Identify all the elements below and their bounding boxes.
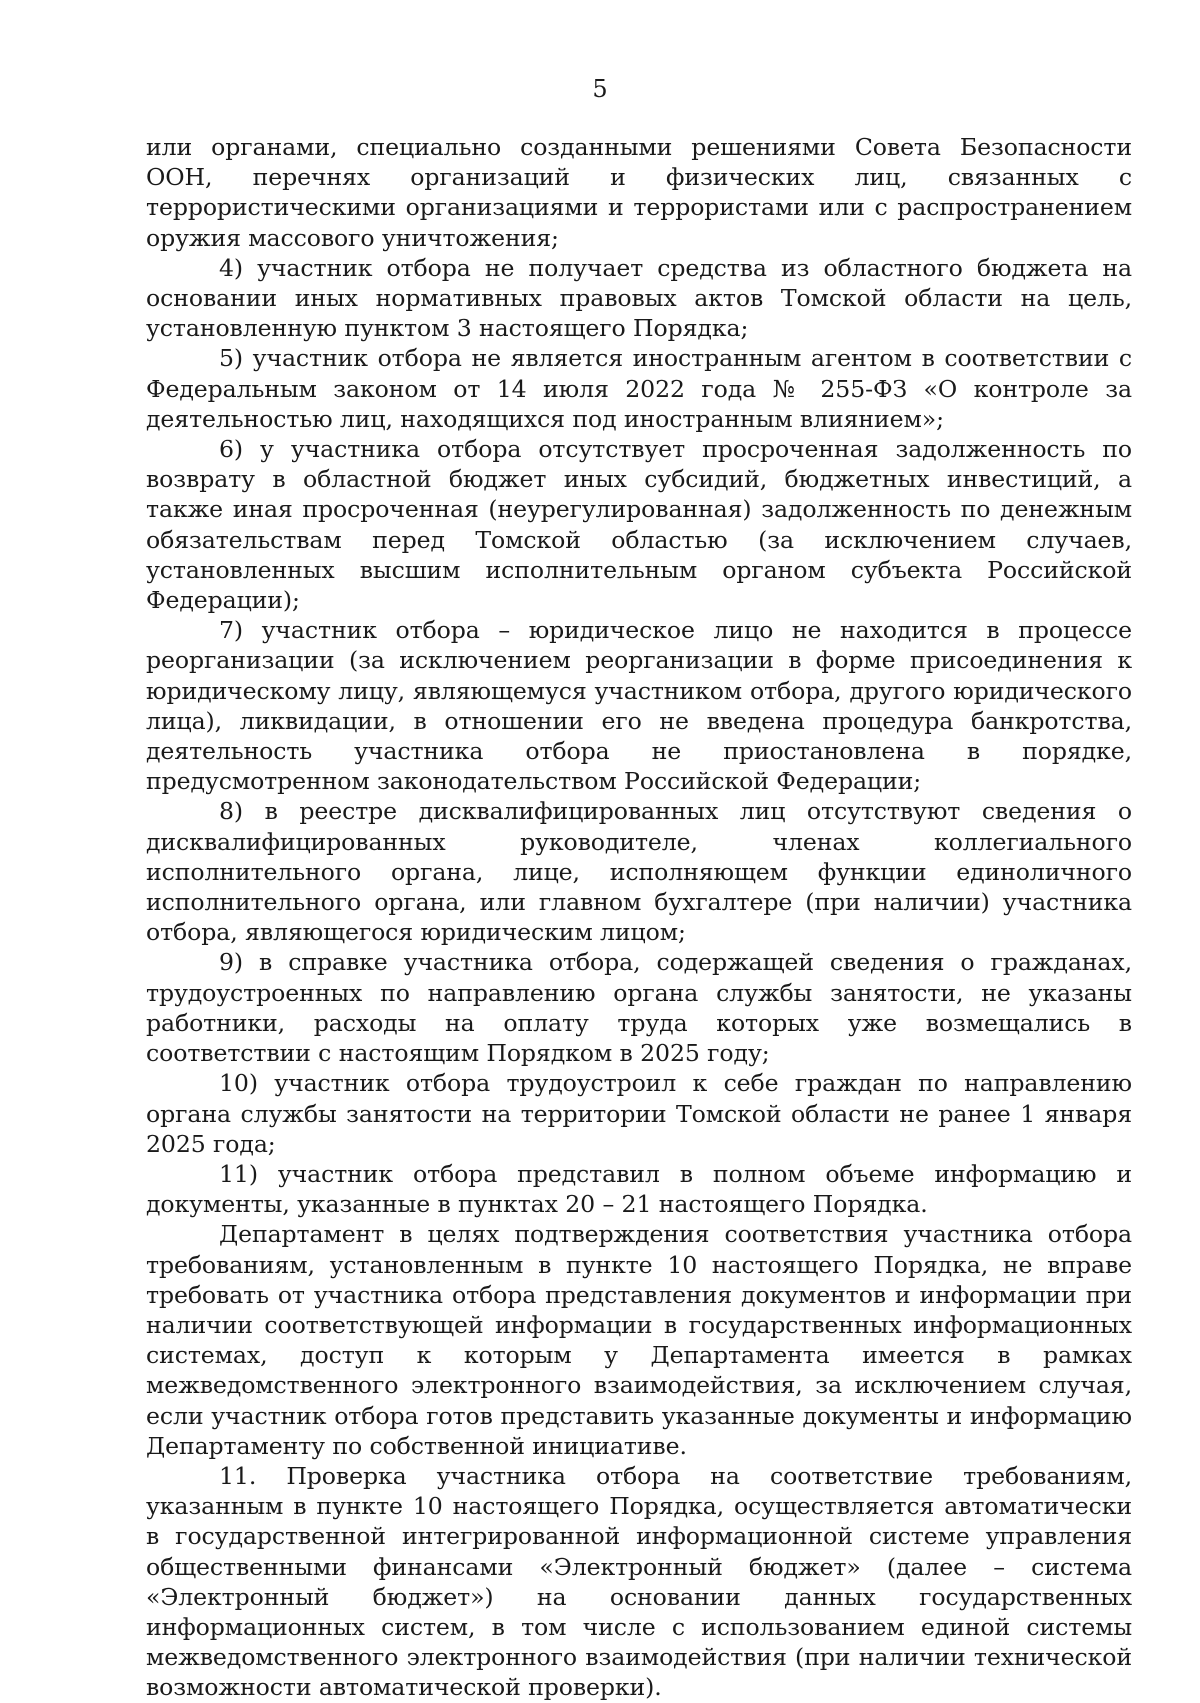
paragraph-department: Департамент в целях подтверждения соответствия участника отбора требованиям, установленным в пункте 10 настоящего Порядка, не вправе требовать от участника отбора представления документов и информации при наличии соответствующей информации в государственных информационных системах, доступ к которым у Департамента имеется в рамках межведомственного электронного взаимодействия, за исключением случая, если участник отбора готов представить указанные документы и информацию Департаменту по собственной инициативе. xyxy=(146,1220,1132,1460)
paragraph-item-5: 5) участник отбора не является иностранным агентом в соответствии с Федеральным законом от 14 июля 2022 года № 255-ФЗ «О контроле за деятельностью лиц, находящихся под иностранным влиянием»; xyxy=(146,344,1132,433)
paragraph-item-9: 9) в справке участника отбора, содержащей сведения о гражданах, трудоустроенных по направлению органа службы занятости, не указаны работники, расходы на оплату труда которых уже возмещались в соответствии с настоящим Порядком в 2025 году; xyxy=(146,948,1132,1068)
paragraph-item-7: 7) участник отбора – юридическое лицо не находится в процессе реорганизации (за исключением реорганизации в форме присоединения к юридическому лицу, являющемуся участником отбора, другого юридического лица), ликвидации, в отношении его не введена процедура банкротства, деятельность участника отбора не приостановлена в порядке, предусмотренном законодательством Российской Федерации; xyxy=(146,616,1132,796)
paragraph-item-4: 4) участник отбора не получает средства из областного бюджета на основании иных нормативных правовых актов Томской области на цель, установленную пунктом 3 настоящего Порядка; xyxy=(146,253,1132,343)
paragraph-item-10: 10) участник отбора трудоустроил к себе граждан по направлению органа службы занятости на территории Томской области не ранее 1 января 2025 года; xyxy=(146,1069,1132,1158)
paragraph-item-8: 8) в реестре дисквалифицированных лиц отсутствуют сведения о дисквалифицированных руководителе, членах коллегиального исполнительного органа, лице, исполняющем функции единоличного исполнительного органа, или главном бухгалтере (при наличии) участника отбора, являющегося юридическим лицом; xyxy=(146,797,1132,947)
page-number: 5 xyxy=(592,75,608,103)
paragraph-item-6: 6) у участника отбора отсутствует просроченная задолженность по возврату в областной бюджет иных субсидий, бюджетных инвестиций, а также иная просроченная (неурегулированная) задолженность по денежным обязательствам перед Томской областью (за исключением случаев, установленных высшим исполнительным органом субъекта Российской Федерации); xyxy=(146,435,1132,615)
paragraph-item-11: 11) участник отбора представил в полном объеме информацию и документы, указанные в пунктах 20 – 21 настоящего Порядка. xyxy=(146,1159,1132,1219)
paragraph-continuation: или органами, специально созданными решениями Совета Безопасности ООН, перечнях организаций и физических лиц, связанных с террористическими организациями и террористами или с распространением оружия массового уничтожения; xyxy=(146,133,1132,252)
paragraph-section-11: 11. Проверка участника отбора на соответствие требованиям, указанным в пункте 10 настоящего Порядка, осуществляется автоматически в государственной интегрированной информационной системе управления общественными финансами «Электронный бюджет» (далее – система «Электронный бюджет») на основании данных государственных информационных систем, в том числе с использованием единой системы межведомственного электронного взаимодействия (при наличии технической возможности автоматической проверки). xyxy=(146,1461,1132,1702)
document-body xyxy=(146,132,1132,1703)
